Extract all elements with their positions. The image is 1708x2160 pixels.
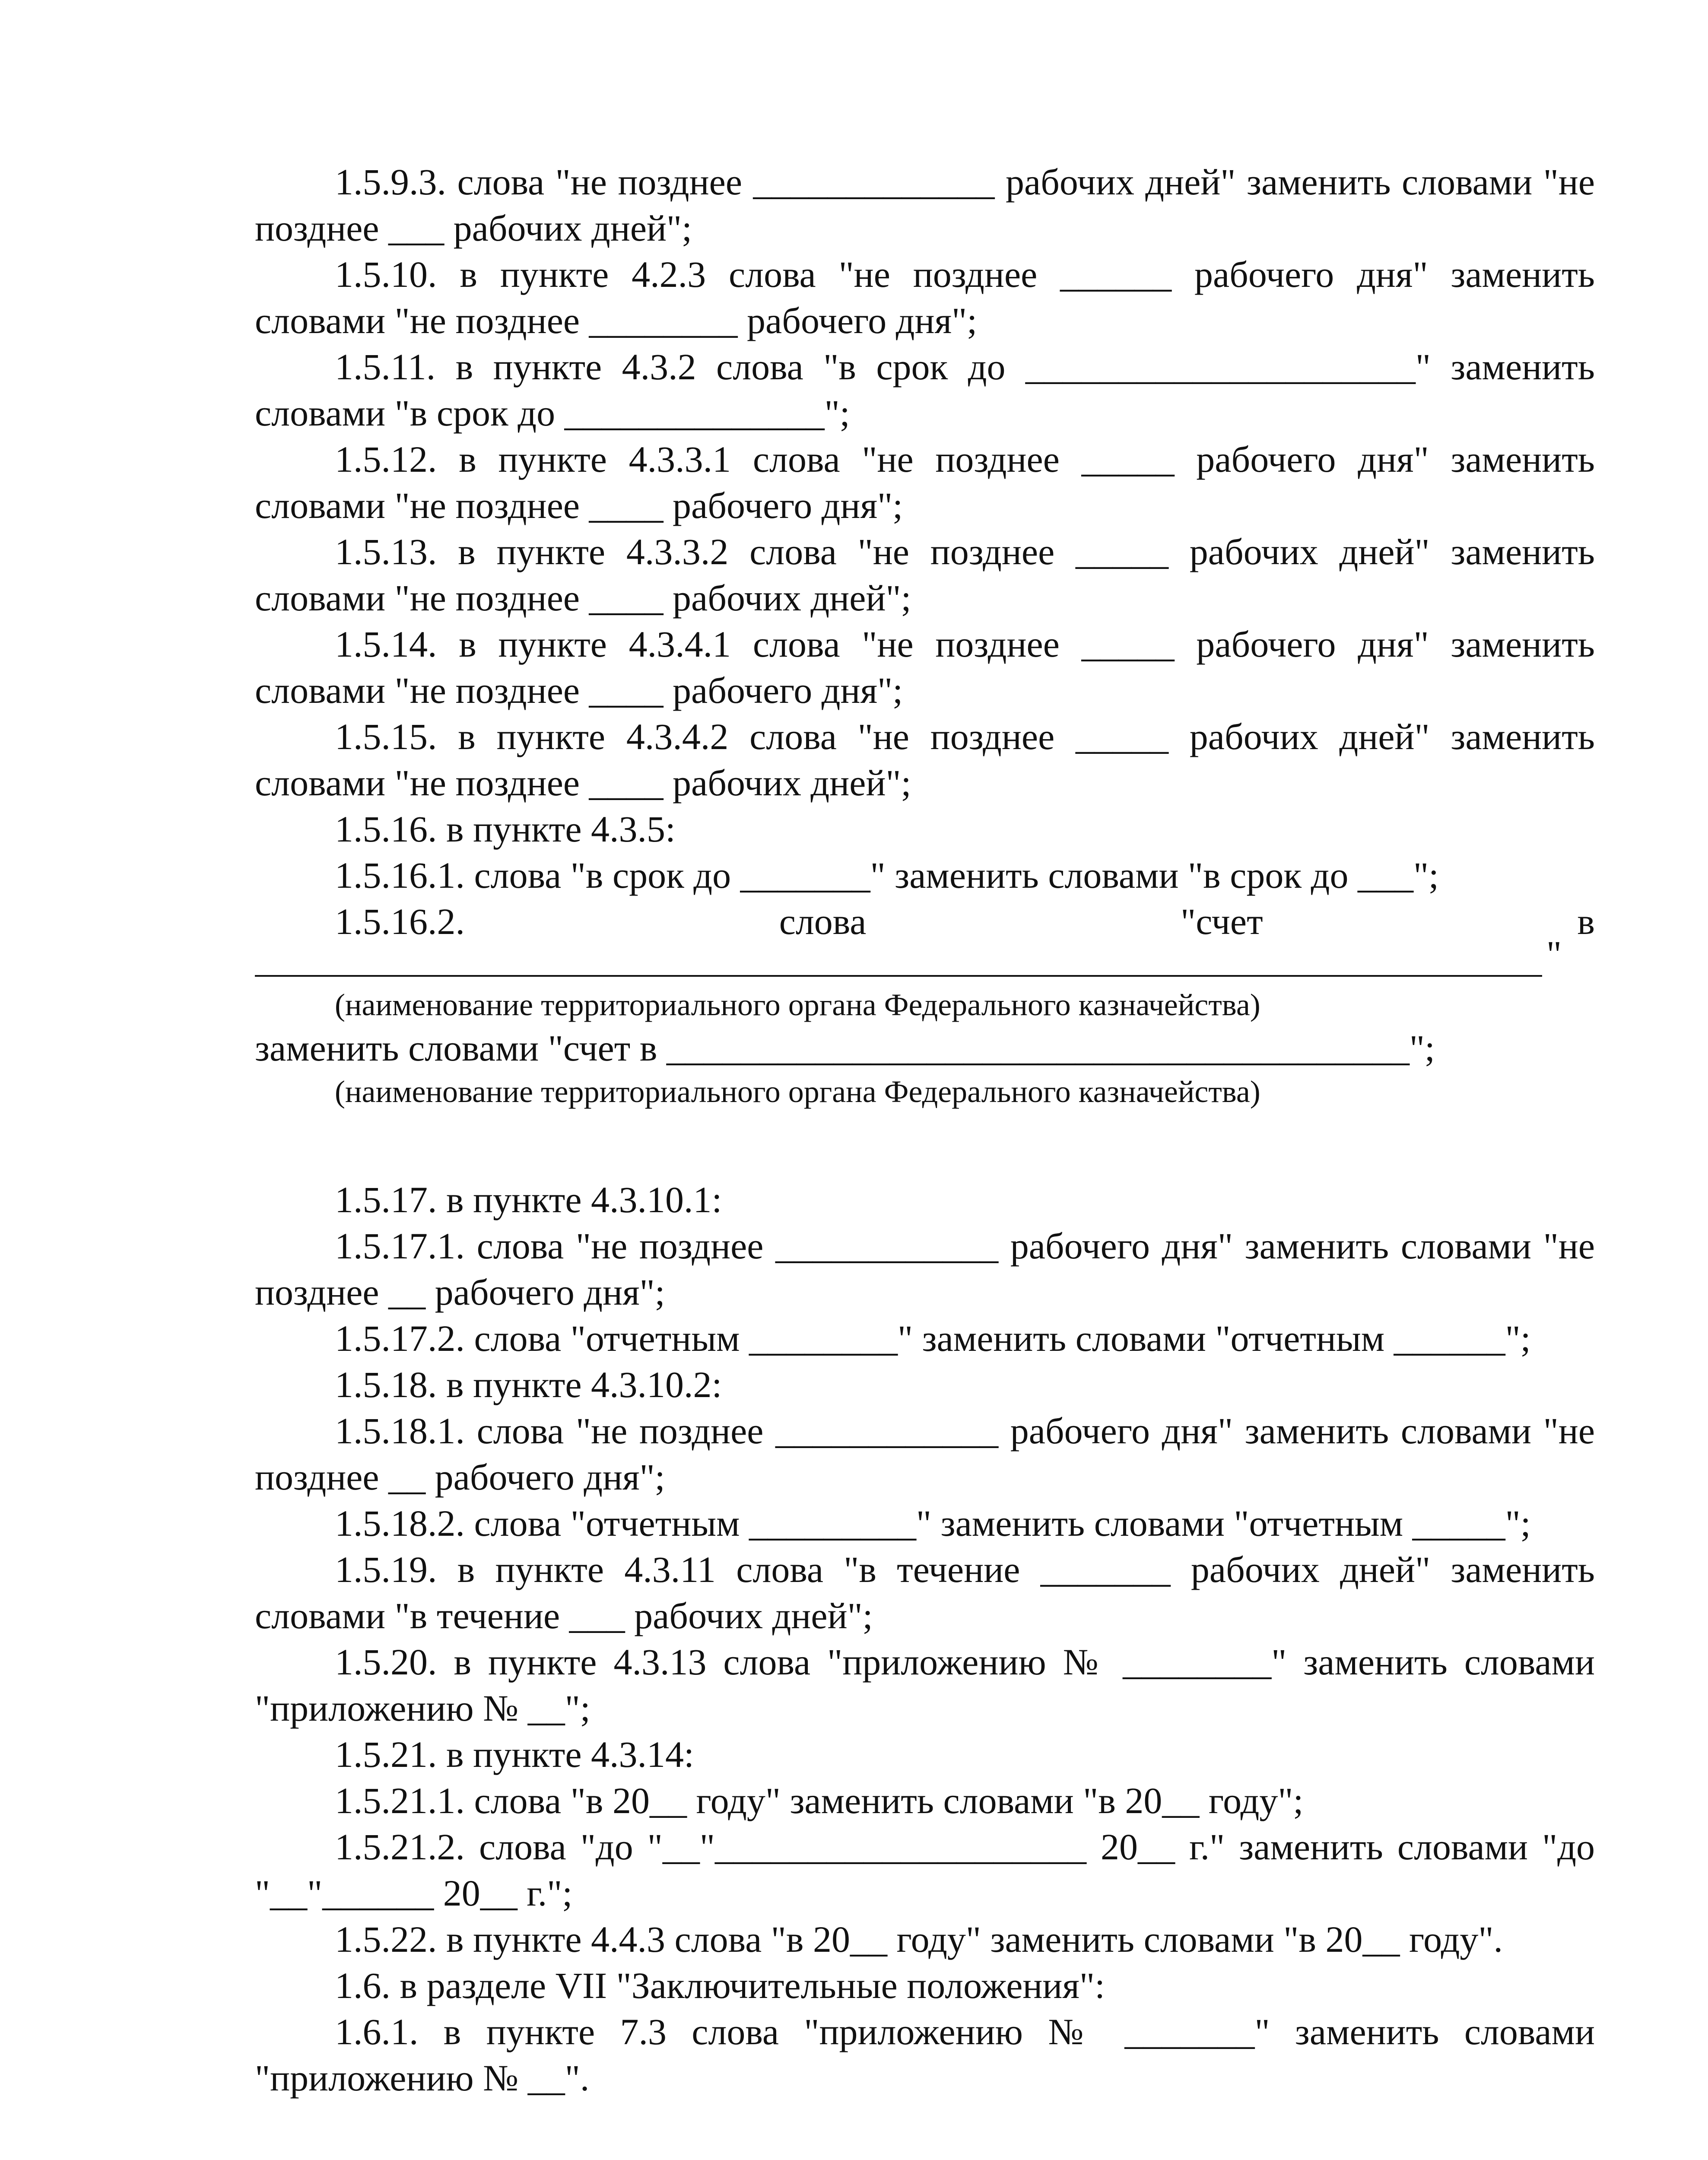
paragraph-1-5-17-1: 1.5.17.1. слова "не позднее ____________ рабочего дня" заменить словами "не позднее __ рабочего дня"; <box>255 1225 1595 1313</box>
paragraph-1-5-21: 1.5.21. в пункте 4.3.14: <box>335 1734 694 1775</box>
spacer <box>255 1112 1595 1177</box>
caption-territorial-body-2: (наименование территориального органа Федерального казначейства) <box>335 1074 1260 1109</box>
paragraph-1-5-9-3: 1.5.9.3. слова "не позднее _____________ рабочих дней" заменить словами "не позднее ___ рабочих дней"; <box>255 161 1595 249</box>
paragraph-1-5-21-1: 1.5.21.1. слова "в 20__ году" заменить словами "в 20__ году"; <box>335 1780 1304 1821</box>
paragraph-1-5-18: 1.5.18. в пункте 4.3.10.2: <box>335 1364 722 1405</box>
paragraph-1-5-16-1: 1.5.16.1. слова "в срок до _______" заменить словами "в срок до ___"; <box>335 854 1439 896</box>
paragraph-1-5-16-2: 1.5.16.2. слова "счет в <box>335 901 1595 942</box>
paragraph-1-5-14: 1.5.14. в пункте 4.3.4.1 слова "не позднее _____ рабочего дня" заменить словами "не позднее ____ рабочего дня"; <box>255 623 1595 711</box>
paragraph-1-5-19: 1.5.19. в пункте 4.3.11 слова "в течение _______ рабочих дней" заменить словами "в течение ___ рабочих дней"; <box>255 1549 1595 1636</box>
blank-fill-line <box>255 933 1595 985</box>
paragraph-1-5-11: 1.5.11. в пункте 4.3.2 слова "в срок до _____________________" заменить словами "в срок до ______________"; <box>255 346 1595 434</box>
paragraph-1-5-18-2: 1.5.18.2. слова "отчетным _________" заменить словами "отчетным _____"; <box>335 1502 1531 1544</box>
replace-account-line: заменить словами "счет в ________________________________________"; <box>255 1027 1435 1069</box>
paragraph-1-5-18-1: 1.5.18.1. слова "не позднее ____________ рабочего дня" заменить словами "не позднее __ рабочего дня"; <box>255 1410 1595 1498</box>
paragraph-1-5-13: 1.5.13. в пункте 4.3.3.2 слова "не позднее _____ рабочих дней" заменить словами "не позднее ____ рабочих дней"; <box>255 531 1595 619</box>
caption-territorial-body-1: (наименование территориального органа Федерального казначейства) <box>335 988 1260 1022</box>
paragraph-1-5-10: 1.5.10. в пункте 4.2.3 слова "не позднее ______ рабочего дня" заменить словами "не позднее ________ рабочего дня"; <box>255 254 1595 341</box>
fill-rule <box>255 975 1542 977</box>
paragraph-1-5-16: 1.5.16. в пункте 4.3.5: <box>335 808 676 850</box>
closing-quote: " <box>1546 933 1562 975</box>
paragraph-1-6: 1.6. в разделе VII "Заключительные положения": <box>335 1965 1105 2006</box>
paragraph-1-5-22: 1.5.22. в пункте 4.4.3 слова "в 20__ году" заменить словами "в 20__ году". <box>335 1919 1503 1960</box>
paragraph-1-5-17-2: 1.5.17.2. слова "отчетным ________" заменить словами "отчетным ______"; <box>335 1318 1531 1359</box>
paragraph-1-5-15: 1.5.15. в пункте 4.3.4.2 слова "не позднее _____ рабочих дней" заменить словами "не позднее ____ рабочих дней"; <box>255 716 1595 804</box>
paragraph-1-5-20: 1.5.20. в пункте 4.3.13 слова "приложению № ________" заменить словами "приложению № __"; <box>255 1641 1595 1729</box>
paragraph-1-6-1: 1.6.1. в пункте 7.3 слова "приложению № _______" заменить словами "приложению № __". <box>255 2011 1595 2099</box>
document-page <box>255 159 1595 2101</box>
paragraph-1-5-21-2: 1.5.21.2. слова "до "__"____________________ 20__ г." заменить словами "до "__"______ 20__ г."; <box>255 1826 1595 1914</box>
paragraph-1-5-12: 1.5.12. в пункте 4.3.3.1 слова "не позднее _____ рабочего дня" заменить словами "не позднее ____ рабочего дня"; <box>255 438 1595 526</box>
paragraph-1-5-17: 1.5.17. в пункте 4.3.10.1: <box>335 1179 722 1220</box>
